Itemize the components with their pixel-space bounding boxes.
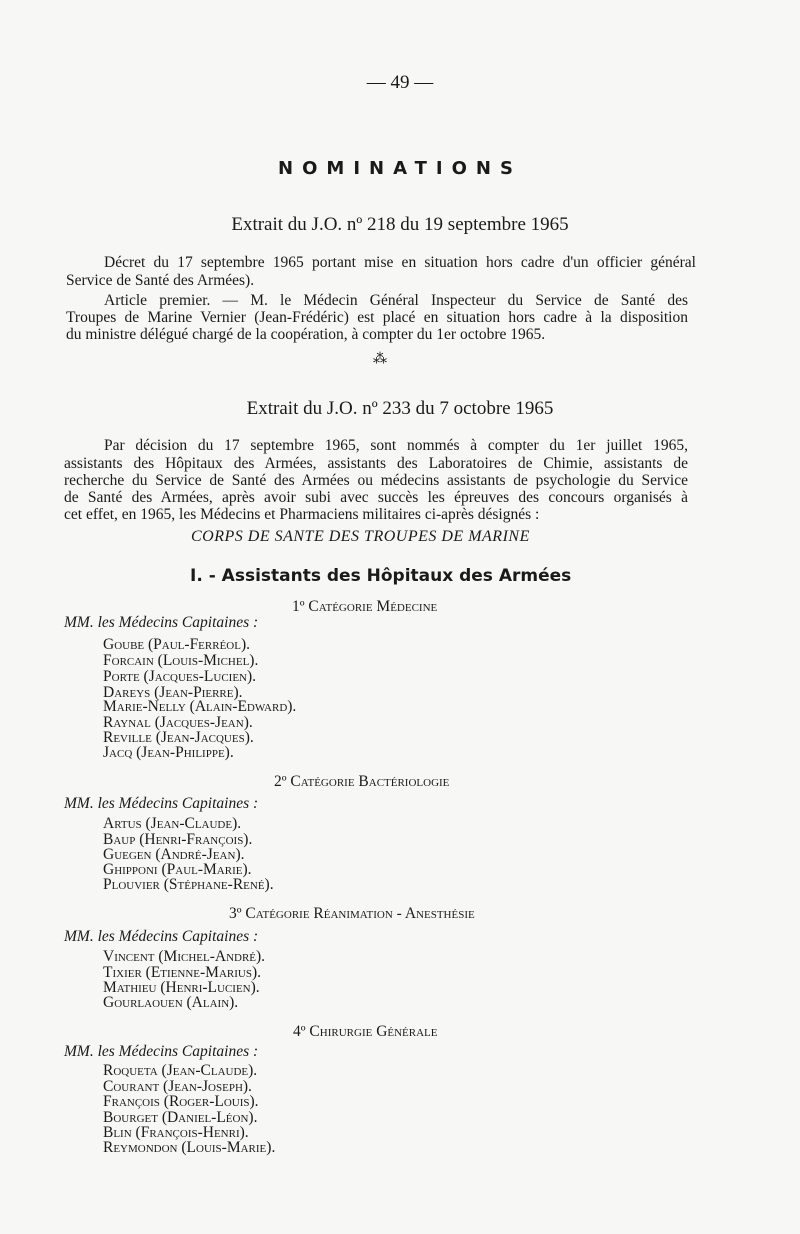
group-label: MM. les Médecins Capitaines : — [64, 614, 259, 631]
extrait-2-line: cet effet, en 1965, les Médecins et Pharmaciens militaires ci-après désignés : — [64, 506, 540, 523]
extrait-1-heading: Extrait du J.O. nº 218 du 19 septembre 1965 — [231, 214, 569, 235]
extrait-1-line: Service de Santé des Armées). — [66, 272, 255, 289]
page-number: — 49 — — [366, 72, 434, 93]
name-item: Ghipponi (Paul-Marie). — [103, 861, 252, 878]
group-label: MM. les Médecins Capitaines : — [64, 795, 259, 812]
extrait-1-line: du ministre délégué chargé de la coopération, à compter du 1er octobre 1965. — [66, 326, 546, 343]
name-item: Baup (Henri-François). — [103, 831, 253, 848]
name-item: Forcain (Louis-Michel). — [103, 652, 259, 669]
extrait-2-line: Par décision du 17 septembre 1965, sont nommés à compter du 1er juillet 1965, — [104, 437, 688, 454]
corps-heading: CORPS DE SANTE DES TROUPES DE MARINE — [191, 528, 530, 545]
name-item: Porte (Jacques-Lucien). — [103, 668, 257, 685]
name-item: Jacq (Jean-Philippe). — [103, 744, 234, 761]
group-label: MM. les Médecins Capitaines : — [64, 1043, 259, 1060]
extrait-2-line: recherche du Service de Santé des Armées ou médecins assistants de psychologie du Service — [64, 472, 688, 489]
name-item: Raynal (Jacques-Jean). — [103, 714, 253, 731]
name-item: Roqueta (Jean-Claude). — [103, 1062, 258, 1079]
category-heading: 4º Chirurgie Générale — [293, 1023, 438, 1040]
name-item: Blin (François-Henri). — [103, 1124, 249, 1141]
name-item: François (Roger-Louis). — [103, 1093, 259, 1110]
name-item: Tixier (Etienne-Marius). — [103, 964, 261, 981]
name-item: Goube (Paul-Ferréol). — [103, 636, 250, 653]
extrait-2-line: de Santé des Armées, après avoir subi avec succès les épreuves des concours organisés à — [64, 489, 688, 506]
extrait-2-heading: Extrait du J.O. nº 233 du 7 octobre 1965 — [246, 398, 554, 419]
name-item: Reville (Jean-Jacques). — [103, 729, 254, 746]
page-title: NOMINATIONS — [278, 158, 522, 179]
name-item: Mathieu (Henri-Lucien). — [103, 979, 260, 996]
extrait-1-line: Troupes de Marine Vernier (Jean-Frédéric) est placé en situation hors cadre à la disposition — [66, 309, 688, 326]
name-item: Courant (Jean-Joseph). — [103, 1078, 252, 1095]
name-item: Reymondon (Louis-Marie). — [103, 1139, 276, 1156]
separator-asterism: ⁂ — [373, 352, 387, 367]
name-item: Guegen (André-Jean). — [103, 846, 245, 863]
extrait-1-line: Décret du 17 septembre 1965 portant mise en situation hors cadre d'un officier général — [104, 254, 696, 271]
extrait-2-line: assistants des Hôpitaux des Armées, assistants des Laboratoires de Chimie, assistants de — [64, 455, 688, 472]
group-label: MM. les Médecins Capitaines : — [64, 928, 259, 945]
name-item: Gourlaouen (Alain). — [103, 994, 239, 1011]
category-heading: 2º Catégorie Bactériologie — [274, 773, 450, 790]
category-heading: 1º Catégorie Médecine — [292, 598, 438, 615]
section-heading: I. - Assistants des Hôpitaux des Armées — [190, 566, 572, 586]
name-item: Bourget (Daniel-Léon). — [103, 1109, 258, 1126]
extrait-1-line: Article premier. — M. le Médecin Général Inspecteur du Service de Santé des — [104, 292, 688, 309]
name-item: Dareys (Jean-Pierre). — [103, 684, 243, 701]
name-item: Plouvier (Stéphane-René). — [103, 876, 274, 893]
name-item: Artus (Jean-Claude). — [103, 815, 242, 832]
category-heading: 3º Catégorie Réanimation - Anesthésie — [229, 905, 475, 922]
name-item: Marie-Nelly (Alain-Edward). — [103, 698, 297, 715]
name-item: Vincent (Michel-André). — [103, 948, 266, 965]
